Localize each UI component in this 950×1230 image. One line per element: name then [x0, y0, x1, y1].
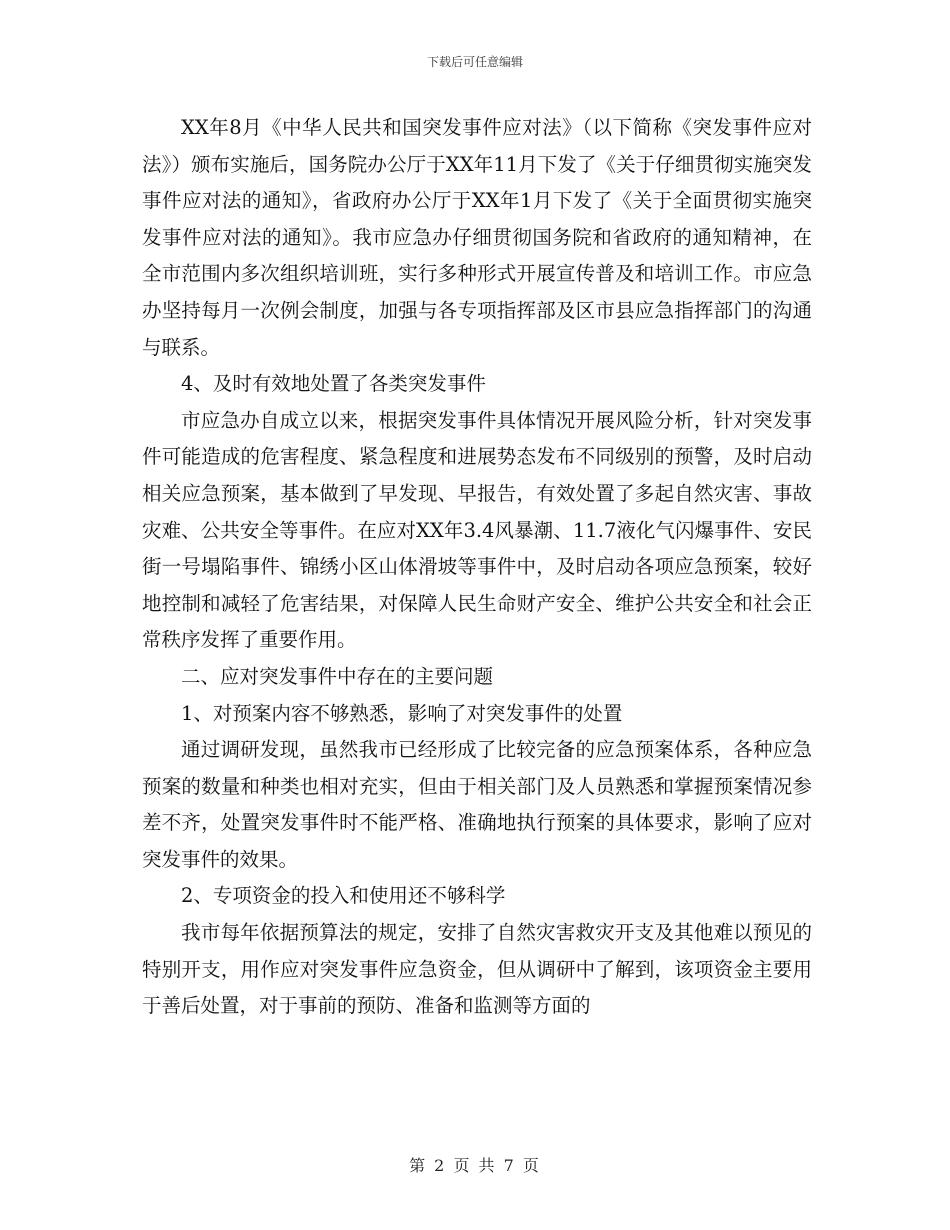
paragraph: 市应急办自成立以来，根据突发事件具体情况开展风险分析，针对突发事件可能造成的危害程度、紧急程度和进展势态发布不同级别的预警，及时启动相关应急预案，基本做到了早发现、早报告，有效处置了多起自然灾害、事故灾难、公共安全等事件。在应对XX年3.4风暴潮、11.7液化气闪爆事件、安民街一号塌陷事件、锦绣小区山体滑坡等事件中，及时启动各项应急预案，较好地控制和减轻了危害结果，对保障人民生命财产安全、维护公共安全和社会正常秩序发挥了重要作用。: [142, 408, 812, 652]
page-header: 下载后可任意编辑: [426, 55, 523, 69]
page-number: 第 2 页 共 7 页: [409, 1156, 541, 1175]
section-heading: 2、专项资金的投入和使用还不够科学: [181, 884, 506, 908]
section-heading: 二、应对突发事件中存在的主要问题: [181, 664, 494, 688]
section-heading: 4、及时有效地处置了各类突发事件: [181, 372, 486, 396]
document-body: [142, 110, 812, 1025]
paragraph: 通过调研发现，虽然我市已经形成了比较完备的应急预案体系，各种应急预案的数量和种类也相对充实，但由于相关部门及人员熟悉和掌握预案情况参差不齐，处置突发事件时不能严格、准确地执行预案的具体要求，影响了应对突发事件的效果。: [142, 738, 812, 871]
paragraph: 我市每年依据预算法的规定，安排了自然灾害救灾开支及其他难以预见的特别开支，用作应对突发事件应急资金，但从调研中了解到，该项资金主要用于善后处置，对于事前的预防、准备和监测等方面的: [142, 921, 812, 1018]
section-heading: 1、对预案内容不够熟悉，影响了对突发事件的处置: [181, 701, 623, 725]
paragraph: XX年8月《中华人民共和国突发事件应对法》（以下简称《突发事件应对法》）颁布实施后，国务院办公厅于XX年11月下发了《关于仔细贯彻实施突发事件应对法的通知》，省政府办公厅于XX年1月下发了《关于全面贯彻实施突发事件应对法的通知》。我市应急办仔细贯彻国务院和省政府的通知精神，在全市范围内多次组织培训班，实行多种形式开展宣传普及和培训工作。市应急办坚持每月一次例会制度，加强与各专项指挥部及区市县应急指挥部门的沟通与联系。: [142, 116, 812, 359]
